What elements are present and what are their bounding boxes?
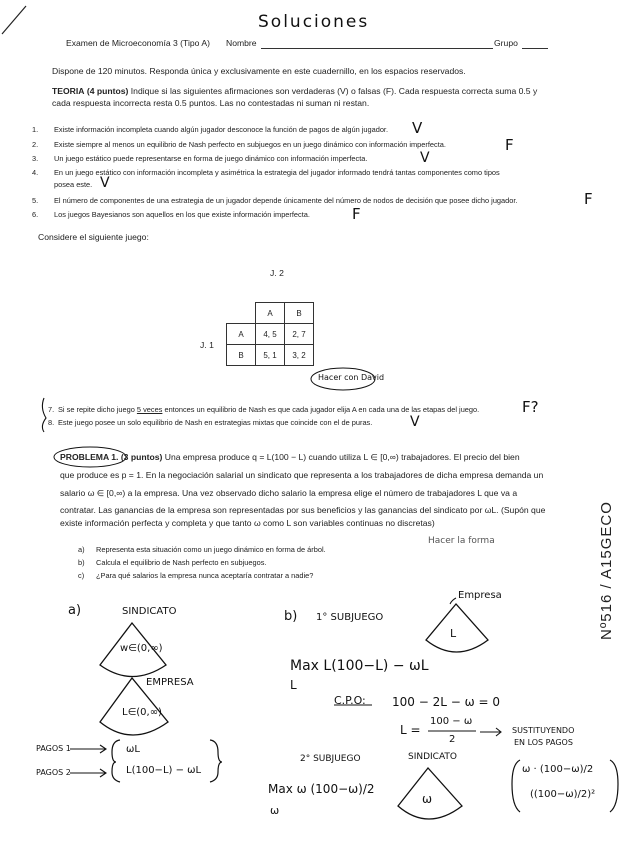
hw-pay-1: ωL [126, 744, 140, 755]
q4-num: 4. [32, 168, 39, 177]
problema-label: PROBLEMA 1. [60, 452, 119, 462]
q6-answer: F [352, 205, 361, 223]
hw-pay-2: L(100−L) − ωL [126, 765, 202, 776]
q1-answer: V [412, 119, 423, 137]
hw-sub1: 1° SUBJUEGO [316, 612, 384, 623]
teoria-label: TEORIA [52, 86, 85, 96]
header-exam: Examen de Microeconomía 3 (Tipo A) [66, 38, 210, 48]
q2-num: 2. [32, 140, 39, 149]
row-label-a: A [227, 324, 256, 345]
considere: Considere el siguiente juego: [38, 232, 149, 242]
hw-pay-sub-2: ((100−ω)/2)² [530, 789, 596, 800]
col-label-b: B [285, 303, 314, 324]
player-1-label: J. 1 [200, 340, 214, 350]
q5-answer: F [584, 190, 593, 208]
teoria-points: (4 puntos) [86, 86, 129, 96]
hw-l-in: L [450, 627, 457, 640]
hw-sindicato-2: SINDICATO [408, 752, 458, 762]
item-a-text: Representa esta situación como un juego dinámico en forma de árbol. [96, 545, 326, 554]
hw-sindicato: SINDICATO [122, 606, 177, 617]
q6-text: Los juegos Bayesianos son aquellos en los que existe información imperfecta. [54, 210, 310, 219]
teoria-text-2: cada respuesta incorrecta resta 0.5 puntos. Las no contestadas ni suman ni restan. [52, 98, 370, 108]
cell-ba: 5, 1 [256, 345, 285, 366]
q4-text: En un juego estático con información incompleta y asimétrica la estrategia del jugador informado tendrá tantas componentes como tipos [54, 168, 500, 177]
q5-text: El número de componentes de una estrategia de un jugador depende únicamente del número de nodos de decisión que posee dicho jugador. [54, 196, 518, 205]
problema-line-3: salario ω ∈ [0,∞) a la empresa. Una vez observado dicho salario la empresa elige el número de trabajadores L que va a [60, 488, 518, 498]
q8-text: Este juego posee un solo equilibrio de Nash en estrategias mixtas que coincide con el de puras. [58, 418, 373, 427]
hw-max-2-sub: ω [270, 804, 280, 817]
hw-l-eq-den: 2 [449, 734, 456, 745]
item-a-letter: a) [78, 545, 85, 554]
q7-num: 7. [48, 405, 55, 414]
item-c-letter: c) [78, 571, 85, 580]
q7-answer: F? [522, 398, 539, 416]
q3-text: Un juego estático puede representarse en forma de juego dinámico con información imperfecta. [54, 154, 368, 163]
teoria-text: Indique si las siguientes afirmaciones son verdaderas (V) o falsas (F). Cada respuesta correcta suma 0.5 y [130, 86, 538, 96]
hw-lc: L∈(0,∞) [122, 707, 162, 718]
hw-max-1: Max L(100−L) − ωL [290, 658, 429, 674]
hw-sub2: 2° SUBJUEGO [300, 754, 361, 764]
hw-pagos-1: PAGOS 1 [36, 744, 71, 753]
problema-points: (3 puntos) [120, 452, 163, 462]
cell-aa: 4, 5 [256, 324, 285, 345]
q2-text: Existe siempre al menos un equilibrio de Nash perfecto en subjuegos en un juego dinámico con información imperfecta. [54, 140, 446, 149]
cell-bb: 3, 2 [285, 345, 314, 366]
hw-empresa-2: Empresa [458, 590, 502, 601]
hw-w-in: ω [422, 792, 433, 806]
item-b-letter: b) [78, 558, 85, 567]
payoff-matrix [226, 302, 314, 366]
player-2-label: J. 2 [270, 268, 284, 278]
grupo-field[interactable] [522, 48, 548, 49]
cell-ab: 2, 7 [285, 324, 314, 345]
col-label-a: A [256, 303, 285, 324]
hw-a-label: a) [68, 603, 82, 618]
hw-max-2: Max ω (100−ω)/2 [268, 782, 375, 796]
tree-empresa-b [426, 604, 488, 652]
q6-num: 6. [32, 210, 39, 219]
q4-text-2: posea este. [54, 180, 93, 189]
hw-l-eq-left: L = [400, 723, 421, 737]
q2-answer: F [505, 136, 514, 154]
handwritten-note: Hacer con David [318, 373, 385, 382]
q8-num: 8. [48, 418, 55, 427]
item-c-text: ¿Para qué salarios la empresa nunca aceptaría contratar a nadie? [96, 571, 314, 580]
problema-line-2: que produce es p = 1. En la negociación salarial un sindicato que representa a los trabajadores de dicha empresa demanda un [60, 470, 544, 480]
nombre-label: Nombre [226, 38, 257, 48]
q1-text: Existe información incompleta cuando algún jugador desconoce la función de pagos de algún jugador. [54, 125, 389, 134]
hw-b-label: b) [284, 609, 298, 624]
hw-wc: w∈(0,∞) [120, 643, 163, 654]
hw-pagos-2: PAGOS 2 [36, 768, 71, 777]
q5-num: 5. [32, 196, 39, 205]
q7-under: 5 veces [136, 405, 163, 414]
vertical-code: Nº516 / A15GECO [598, 501, 615, 640]
hw-max-1-sub: L [290, 678, 297, 692]
margin-note: Hacer la forma [428, 536, 495, 546]
q3-num: 3. [32, 154, 39, 163]
hw-pay-sub-1: ω · (100−ω)/2 [522, 764, 594, 775]
hw-l-eq-num: 100 − ω [430, 716, 473, 727]
item-b-text: Calcula el equilibrio de Nash perfecto en subjuegos. [96, 558, 267, 567]
q7-post: entonces un equilibrio de Nash es que cada jugador elija A en cada una de las etapas del juego. [164, 405, 480, 414]
q4-answer: V [100, 175, 110, 191]
hw-sust-2: EN LOS PAGOS [514, 738, 573, 747]
problema-line-1: Una empresa produce q = L(100 − L) cuando utiliza L ∈ [0,∞) trabajadores. El precio del bien [164, 452, 520, 462]
q3-answer: V [420, 150, 430, 166]
hw-cpo: C.P.O: [334, 694, 366, 707]
nombre-field[interactable] [261, 48, 493, 49]
row-label-b: B [227, 345, 256, 366]
hw-sust: SUSTITUYENDO [512, 726, 575, 735]
q1-num: 1. [32, 125, 39, 134]
problema-line-4: contratar. Las ganancias de la empresa son representadas por sus beneficios y las ganancias del sindicato por ωL. (Supón que [60, 505, 546, 515]
q7-pre: Si se repite dicho juego [58, 405, 135, 414]
grupo-label: Grupo [494, 38, 518, 48]
intro: Dispone de 120 minutos. Responda única y exclusivamente en este cuadernillo, en los espacios reservados. [52, 66, 466, 76]
hw-cpo-eq: 100 − 2L − ω = 0 [392, 695, 500, 709]
handwritten-title: Soluciones [258, 12, 370, 32]
hw-empresa: EMPRESA [146, 677, 194, 688]
problema-line-5: existe información perfecta y completa y que tanto ω como L son variables continuas no discretas) [60, 518, 435, 528]
q8-answer: V [410, 414, 420, 430]
